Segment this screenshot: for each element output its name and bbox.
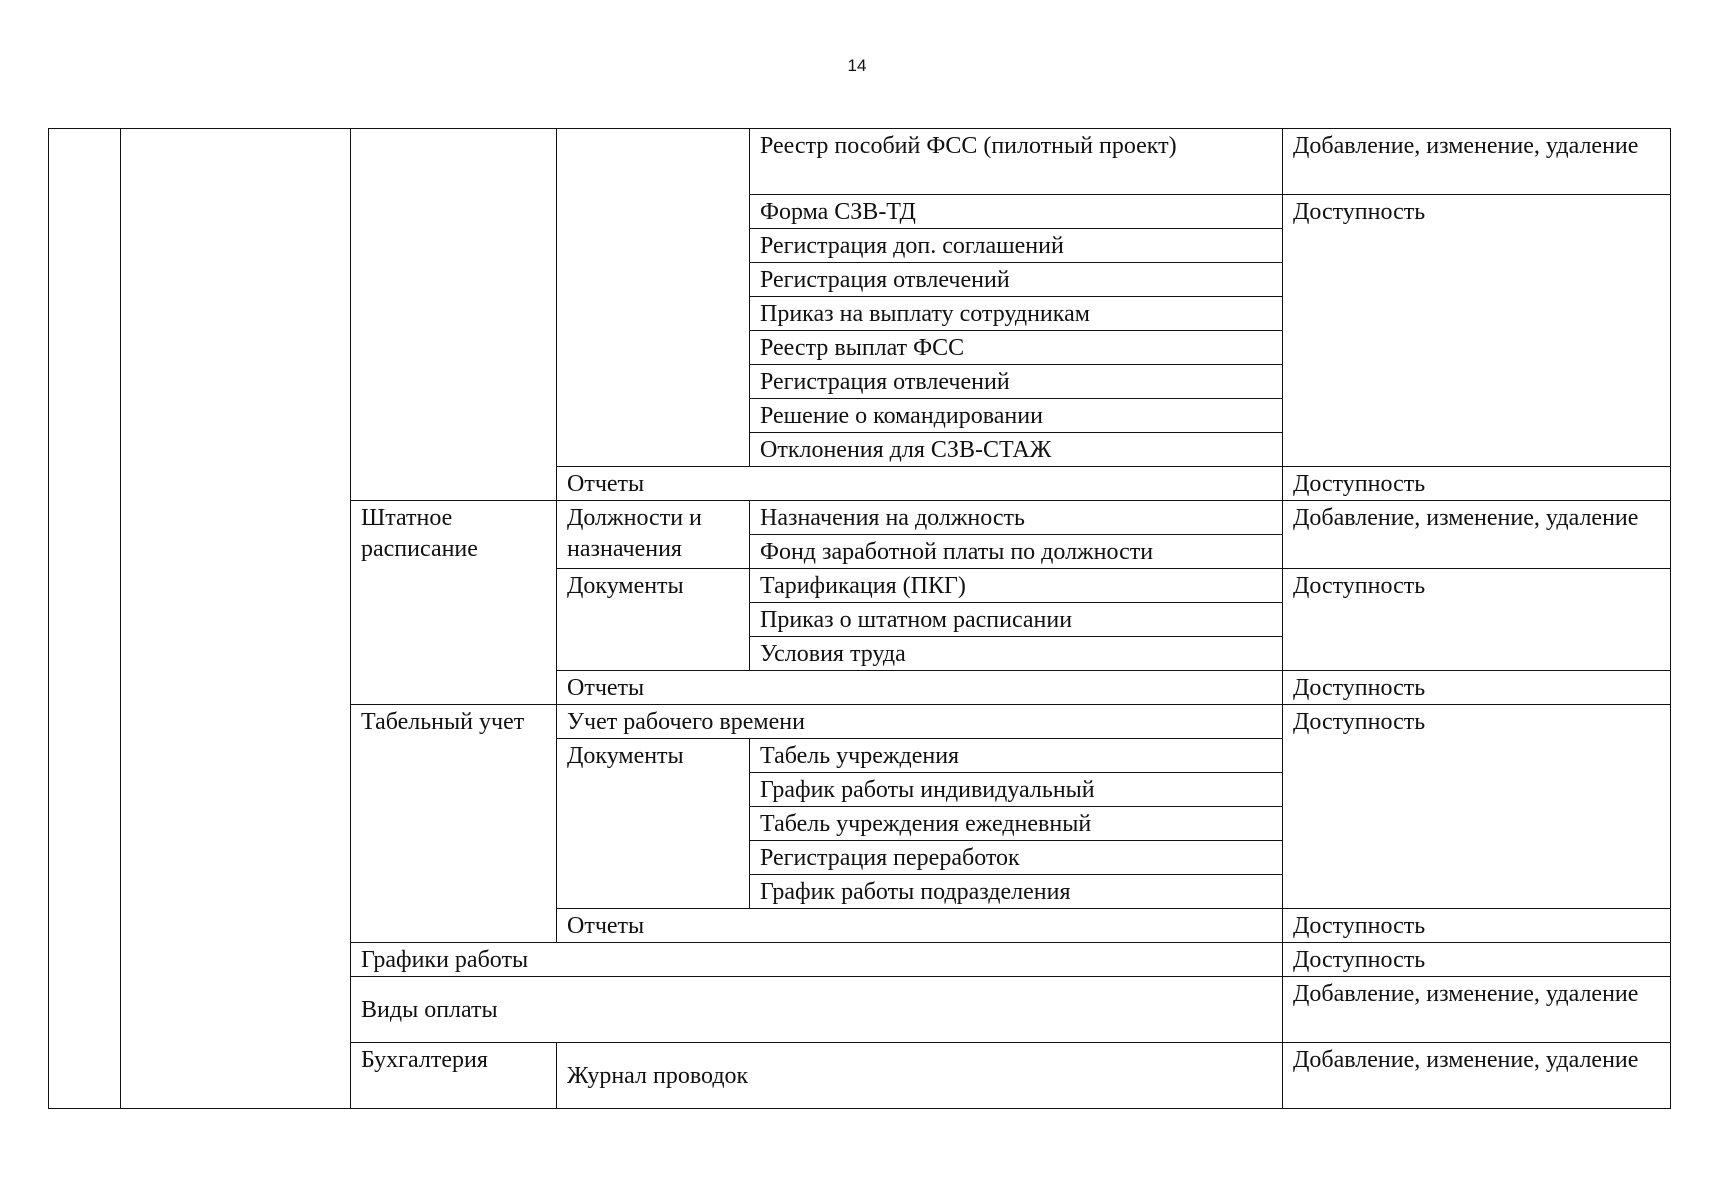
section-staffing: Штатное расписание [351, 501, 557, 705]
rights-cell: Доступность [1283, 569, 1671, 671]
document-item: График работы индивидуальный [750, 773, 1283, 807]
document-item: Регистрация переработок [750, 841, 1283, 875]
document-item: Отклонения для СЗВ-СТАЖ [750, 433, 1283, 467]
reports-label: Отчеты [557, 467, 1283, 501]
table-row [49, 129, 1671, 195]
document-item: Условия труда [750, 637, 1283, 671]
document-item: Табель учреждения [750, 739, 1283, 773]
document-item: Регистрация отвлечений [750, 365, 1283, 399]
rights-cell: Доступность [1283, 943, 1671, 977]
document-item: Реестр пособий ФСС (пилотный проект) [750, 129, 1283, 195]
rights-cell: Доступность [1283, 671, 1671, 705]
section-work-schedules: Графики работы [351, 943, 1283, 977]
access-rights-table [48, 128, 1671, 1109]
section-accounting: Бухгалтерия [351, 1043, 557, 1109]
group-documents: Документы [557, 739, 750, 909]
rights-cell: Добавление, изменение, удаление [1283, 501, 1671, 569]
document-item: Форма СЗВ-ТД [750, 195, 1283, 229]
document-item: График работы подразделения [750, 875, 1283, 909]
rights-cell: Добавление, изменение, удаление [1283, 129, 1671, 195]
reports-label: Отчеты [557, 671, 1283, 705]
blank-cell [351, 129, 557, 501]
document-item: Журнал проводок [557, 1043, 1283, 1109]
section-timesheet: Табельный учет [351, 705, 557, 943]
blank-cell [121, 129, 351, 1109]
rights-cell: Доступность [1283, 467, 1671, 501]
document-item: Табель учреждения ежедневный [750, 807, 1283, 841]
document-item: Регистрация отвлечений [750, 263, 1283, 297]
work-time-label: Учет рабочего времени [557, 705, 1283, 739]
document-item: Приказ о штатном расписании [750, 603, 1283, 637]
page-number: 14 [847, 56, 867, 75]
reports-label: Отчеты [557, 909, 1283, 943]
group-positions: Должности и назначения [557, 501, 750, 569]
document-item: Приказ на выплату сотрудникам [750, 297, 1283, 331]
blank-cell [49, 129, 121, 1109]
document-item: Тарификация (ПКГ) [750, 569, 1283, 603]
document-item: Назначения на должность [750, 501, 1283, 535]
rights-cell: Доступность [1283, 195, 1671, 467]
rights-cell: Доступность [1283, 705, 1671, 909]
document-item: Реестр выплат ФСС [750, 331, 1283, 365]
document-item: Решение о командировании [750, 399, 1283, 433]
rights-cell: Добавление, изменение, удаление [1283, 977, 1671, 1043]
rights-cell: Добавление, изменение, удаление [1283, 1043, 1671, 1109]
document-item: Фонд заработной платы по должности [750, 535, 1283, 569]
rights-cell: Доступность [1283, 909, 1671, 943]
group-documents: Документы [557, 569, 750, 671]
section-payment-types: Виды оплаты [351, 977, 1283, 1043]
document-item: Регистрация доп. соглашений [750, 229, 1283, 263]
blank-cell [557, 129, 750, 467]
